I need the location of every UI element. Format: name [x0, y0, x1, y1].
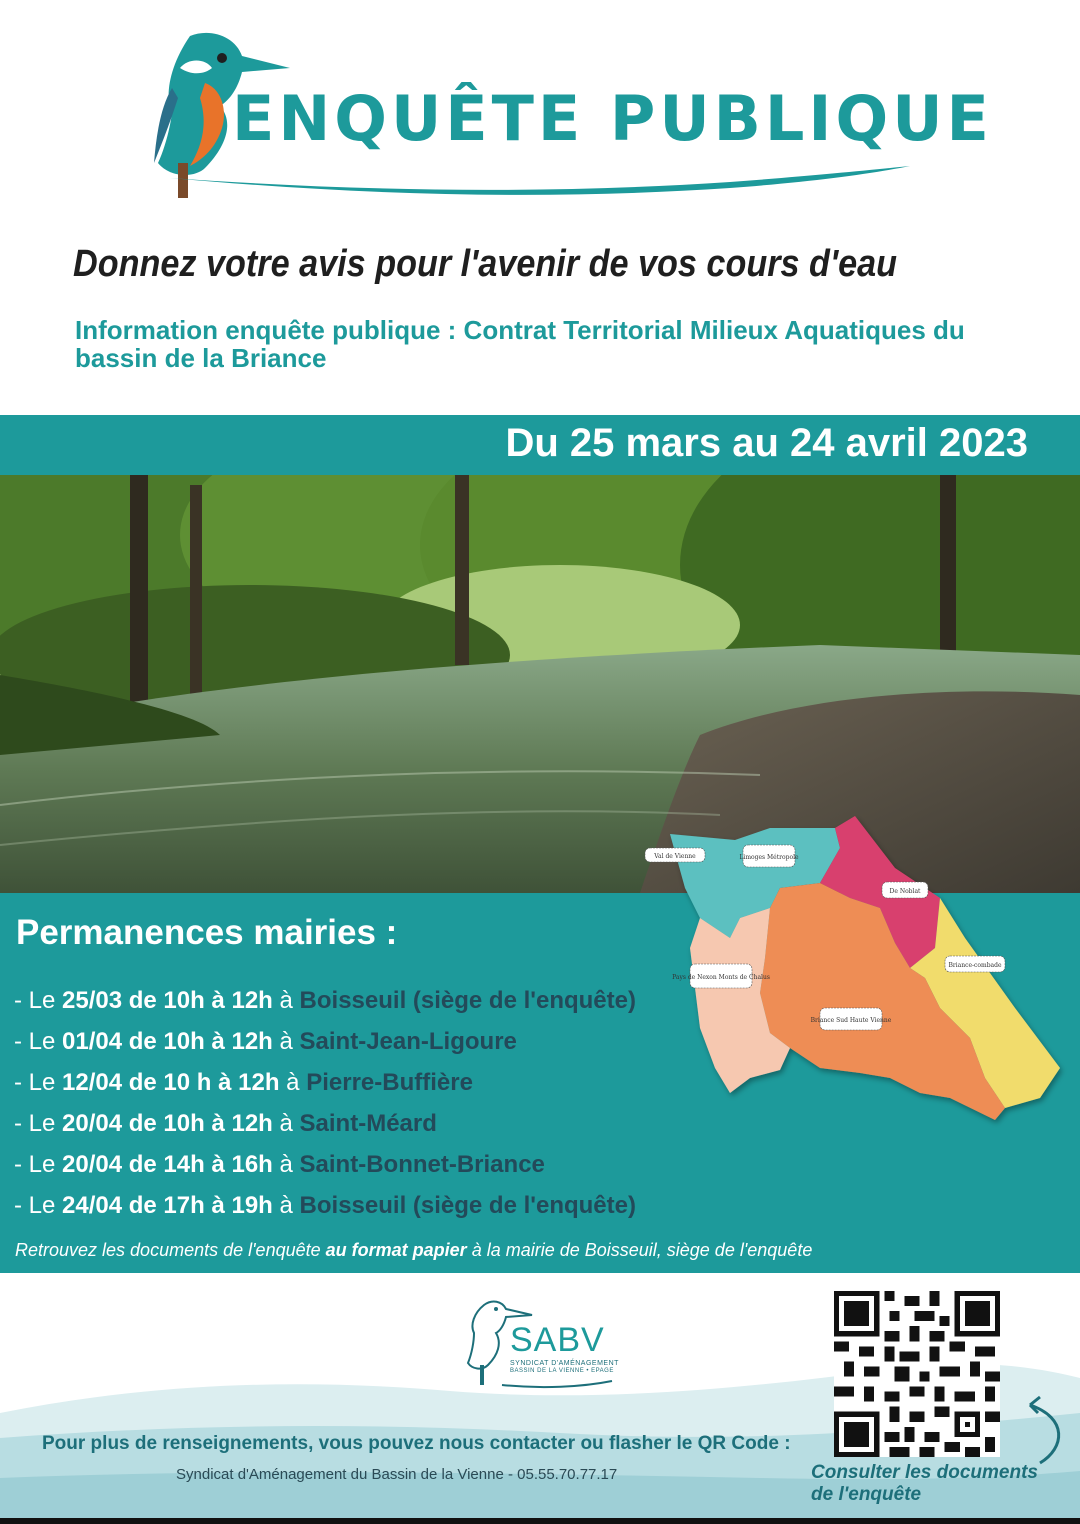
map-label: De Noblat [889, 888, 921, 895]
info-subtitle: Information enquête publique : Contrat Territorial Milieux Aquatiques du bassin de la Briance [75, 315, 965, 373]
contact-text: Pour plus de renseignements, vous pouvez nous contacter ou flasher le QR Code : [42, 1433, 791, 1454]
sabv-logo-subtitle-2: BASSIN DE LA VIENNE • EPAGE [510, 1368, 614, 1374]
date-band [0, 415, 1080, 475]
curved-arrow-icon [1020, 1393, 1070, 1468]
territory-map [640, 808, 1080, 1128]
map-label: Pays de Nexon Monts de Chalus [672, 974, 770, 981]
paper-format-note: Retrouvez les documents de l'enquête au format papier à la mairie de Boisseuil, siège de l'enquête [15, 1240, 813, 1260]
permanences-title: Permanences mairies : [16, 913, 398, 952]
map-label: Briance Sud Haute Vienne [810, 1017, 892, 1024]
footer [0, 1273, 1080, 1524]
map-label: Limoges Métropole [739, 854, 799, 861]
qr-caption: Consulter les documents de l'enquête [811, 1462, 1038, 1505]
list-item: - Le 24/04 de 17h à 19h à Boisseuil (siège de l'enquête) [14, 1192, 636, 1219]
list-item: - Le 12/04 de 10 h à 12h à Pierre-Buffière [14, 1069, 473, 1096]
qr-code-icon[interactable] [834, 1291, 1000, 1457]
bottom-bar [0, 1518, 1080, 1524]
list-item: - Le 01/04 de 10h à 12h à Saint-Jean-Ligoure [14, 1028, 517, 1055]
header [0, 0, 1080, 415]
permanences-list [14, 983, 636, 1229]
list-item: - Le 25/03 de 10h à 12h à Boisseuil (siège de l'enquête) [14, 987, 636, 1014]
organisation-phone: Syndicat d'Aménagement du Bassin de la Vienne - 05.55.70.77.17 [176, 1466, 618, 1483]
map-label: Val de Vienne [654, 853, 696, 860]
tagline: Donnez votre avis pour l'avenir de vos cours d'eau [73, 243, 898, 285]
list-item: - Le 20/04 de 14h à 16h à Saint-Bonnet-Briance [14, 1151, 545, 1178]
sabv-logo-subtitle: SYNDICAT D'AMÉNAGEMENT [510, 1360, 619, 1367]
map-label: Briance-combade [948, 962, 1002, 969]
page-title: ENQUÊTE PUBLIQUE [232, 82, 993, 155]
sabv-logo-text: SABV [510, 1321, 605, 1359]
title-underline-wave [170, 160, 920, 200]
list-item: - Le 20/04 de 10h à 12h à Saint-Méard [14, 1110, 437, 1137]
date-range: Du 25 mars au 24 avril 2023 [505, 421, 1028, 465]
